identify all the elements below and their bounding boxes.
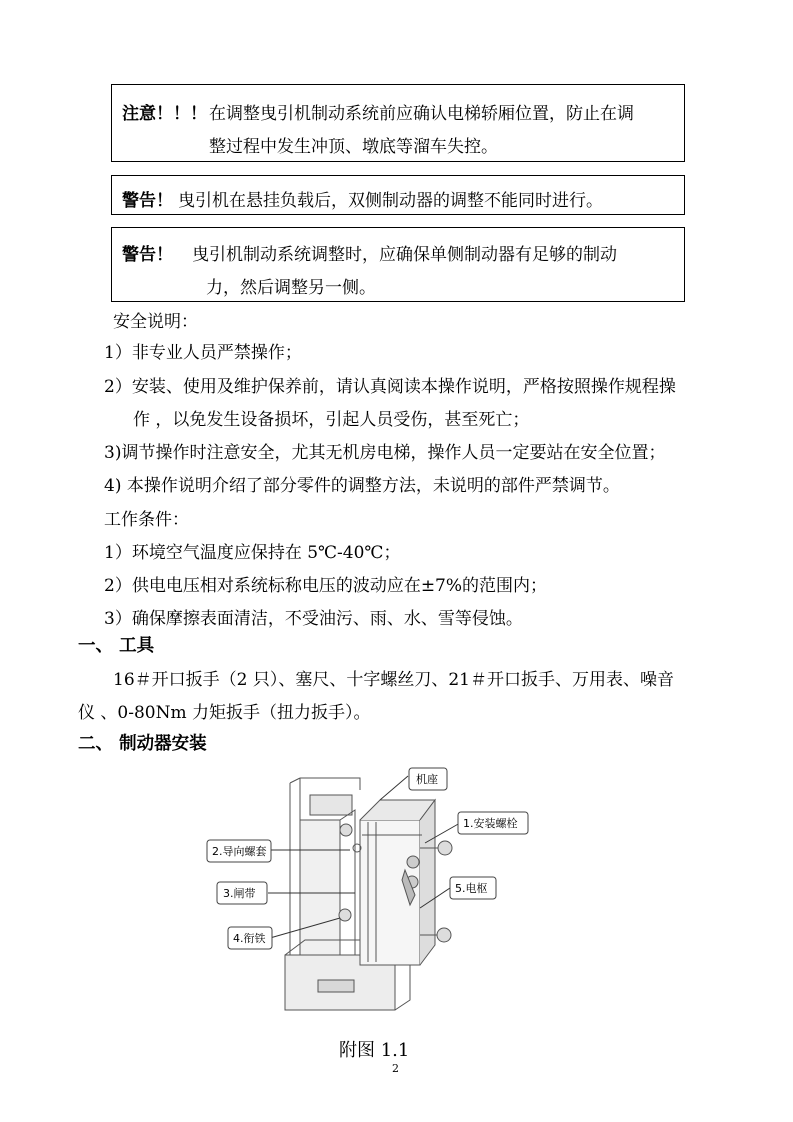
figure-label-armature: 4.衔铁	[233, 932, 266, 945]
notice-text: 力，然后调整另一侧。	[206, 278, 376, 298]
notice-text: 整过程中发生冲顶、墩底等溜车失控。	[209, 137, 498, 157]
section-title-brake-install: 二、 制动器安装	[78, 734, 207, 754]
safety-item: 4) 本操作说明介绍了部分零件的调整方法，未说明的部件严禁调节。	[104, 476, 620, 496]
tools-text: 仪 、0-80Nm 力矩扳手（扭力扳手）。	[78, 703, 371, 723]
notice-text: 曳引机在悬挂负载后，双侧制动器的调整不能同时进行。	[178, 191, 603, 211]
safety-item: 2）安装、使用及维护保养前，请认真阅读本操作说明，严格按照操作规程操	[104, 377, 676, 397]
section-title-tools: 一、 工具	[78, 636, 155, 656]
conditions-item: 2）供电电压相对系统标称电压的波动应在±7%的范围内；	[104, 576, 548, 596]
safety-item: 作 ，以免发生设备损坏，引起人员受伤，甚至死亡；	[133, 410, 530, 430]
tools-text: 16＃开口扳手（2 只）、塞尺、十字螺丝刀、21＃开口扳手、万用表、噪音	[113, 670, 674, 690]
notice-text: 在调整曳引机制动系统前应确认电梯轿厢位置，防止在调	[209, 104, 634, 124]
page-number: 2	[392, 1062, 399, 1075]
figure-label-bolt: 1.安装螺栓	[463, 817, 518, 830]
figure-caption: 附图 1.1	[339, 1040, 410, 1061]
figure-label-base: 机座	[416, 773, 438, 786]
conditions-item: 1）环境空气温度应保持在 5℃-40℃；	[104, 543, 401, 563]
figure-label-belt: 3.闸带	[223, 887, 256, 900]
figure-label-electromagnet: 5.电枢	[455, 882, 488, 895]
conditions-heading: 工作条件：	[104, 510, 189, 530]
notice-text: 曳引机制动系统调整时，应确保单侧制动器有足够的制动	[192, 245, 617, 265]
notice-label: 注意！！！	[122, 104, 207, 124]
safety-item: 3)调节操作时注意安全，尤其无机房电梯，操作人员一定要站在安全位置；	[104, 443, 666, 463]
safety-heading: 安全说明：	[113, 312, 198, 332]
notice-label: 警告！	[122, 191, 173, 211]
notice-label: 警告！	[122, 245, 173, 265]
safety-item: 1）非专业人员严禁操作；	[104, 343, 302, 363]
figure-label-guide: 2.导向螺套	[212, 845, 267, 858]
conditions-item: 3）确保摩擦表面清洁，不受油污、雨、水、雪等侵蚀。	[104, 609, 523, 629]
